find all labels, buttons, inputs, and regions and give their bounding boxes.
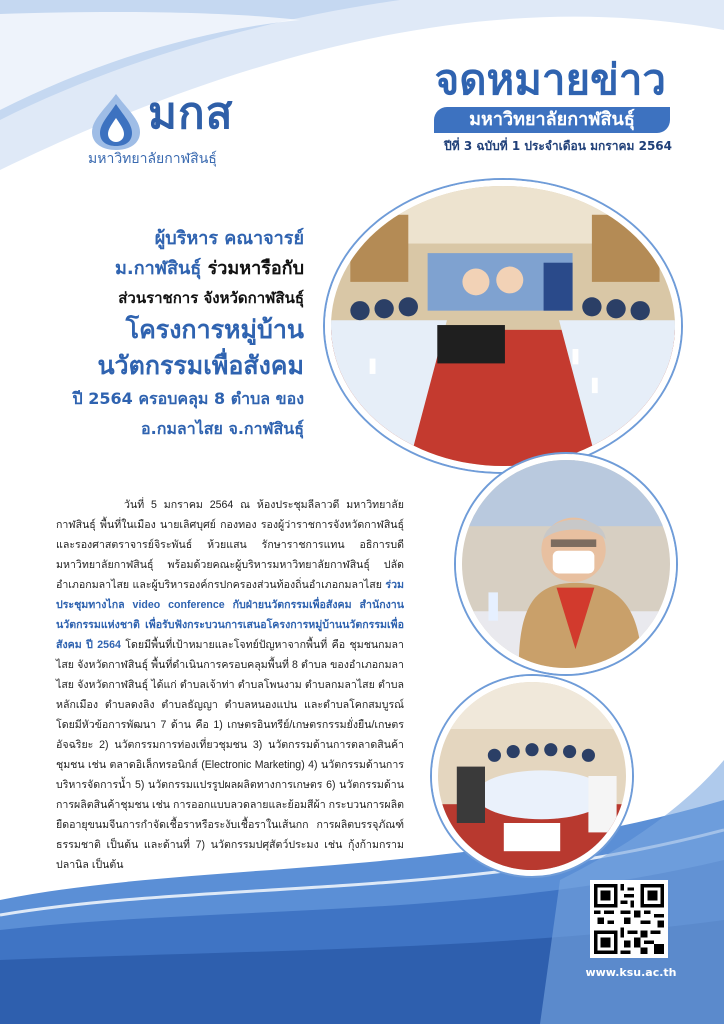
official-portrait-image: [462, 460, 670, 668]
article-part-1: วันที่ 5 มกราคม 2564 ณ ห้องประชุมลีลาวดี มหาวิทยาลัยกาฬสินธุ์ พื้นที่ในเมือง นายเลิศบุศย์ กองทอง รองผู้ว่าราชการจังหวัดกาฬสินธุ์ และรองศาสตราจารย์จิระพันธ์ ห้วยแสน รักษาราชการแทน อธิการบดีมหาวิทยาลัยกาฬสินธุ์ พร้อมด้วยคณะผู้บริหารมหาวิทยาลัยกาฬสินธุ์ ปลัดอำเภอกมลาไสย และผู้บริหารองค์กรปกครองส่วนท้องถิ่นอำเภอกมลาไสย: [56, 499, 404, 591]
logo-university-name: มหาวิทยาลัยกาฬสินธุ์: [88, 151, 217, 167]
meeting-table-photo: [432, 676, 632, 876]
issue-info: ปีที่ 3 ฉบับที่ 1 ประจำเดือน มกราคม 2564: [444, 139, 672, 153]
headline-line-4: โครงการหมู่บ้าน: [125, 315, 304, 344]
headline-line-5: นวัตกรรมเพื่อสังคม: [97, 351, 304, 380]
headline-line-3: ส่วนราชการ จังหวัดกาฬสินธุ์: [118, 289, 304, 307]
headline-line-1: ผู้บริหาร คณาจารย์: [154, 228, 304, 249]
logo-wordmark: มกส: [148, 88, 234, 139]
university-logo: [88, 88, 288, 172]
headline-line-2b: ร่วมหารือกับ: [207, 258, 304, 279]
meeting-room-image: [331, 186, 675, 466]
newsletter-subtitle-bar: มหาวิทยาลัยกาฬสินธุ์: [434, 107, 670, 133]
headline-line-6: ปี 2564 ครอบคลุม 8 ตำบล ของ: [72, 389, 304, 408]
newsletter-title: จดหมายข่าว: [434, 55, 666, 104]
headline-line-2: [56, 254, 304, 284]
droplet-flame-logo-icon: [88, 92, 144, 152]
article-part-2: โดยมีพื้นที่เป้าหมายและโจทย์ปัญหาจากพื้นที่ คือ ชุมชนกมลาไสย จังหวัดกาฬสินธุ์ พื้นที่ดำเนินการครอบคลุมพื้นที่ 8 ตำบล ของอำเภอกมลาไสย จังหวัดกาฬสินธุ์ ได้แก่ ตำบลเจ้าท่า ตำบลโพนงาม ตำบลกมลาไสย ตำบลหลักเมือง ตำบลดงลิง ตำบลธัญญา ตำบลหนองแปน และตำบลโคกสมบูรณ์ โดยมีหัวข้อการพัฒนา 7 ด้าน คือ 1) เกษตรอินทรีย์/เกษตรกรรมยั่งยืน/เกษตรอัจฉริยะ 2) นวัตกรรมการท่องเที่ยวชุมชน 3) นวัตกรรมด้านการตลาดสินค้าชุมชน เช่น ตลาดอิเล็กทรอนิกส์ (Electronic Marketing) 4) นวัตกรรมด้านการบริหารจัดการน้ำ 5) นวัตกรรมแปรรูปผลผลิตทางการเกษตร 6) นวัตกรรมด้านการผลิตสินค้าชุมชน เช่น การออกแบบลวดลายและย้อมสีผ้า กระบวนการผลิตยืดอายุขนมจีนการกำจัดเชื้อราหรือระงับเชื้อราในเส้นกก การผลิตบรรจุภัณฑ์ธรรมชาติ เป็นต้น และด้านที่ 7) นวัตกรรมปศุสัตว์ประมง เช่น กุ้งก้ามกราม ปลานิล เป็นต้น: [56, 639, 405, 871]
headline-line-2a: ม.กาฬสินธุ์: [115, 258, 202, 279]
meeting-room-photo: [325, 180, 681, 472]
website-url[interactable]: www.ksu.ac.th: [585, 966, 677, 979]
headline: [56, 224, 304, 444]
article-body: [56, 495, 404, 875]
article-highlight: ร่วมประชุมทางไกล video conference กับฝ่ายนวัตกรรมเพื่อสังคม สำนักงานนวัตกรรมแห่งชาติ เพื่อรับฟังกระบวนการเสนอโครงการหมู่บ้านนวัตกรรมเพื่อสังคม ปี 2564: [56, 579, 404, 651]
qr-code[interactable]: [590, 880, 668, 958]
qr-code-icon: [594, 884, 664, 954]
headline-line-7: อ.กมลาไสย จ.กาฬสินธุ์: [141, 419, 304, 438]
meeting-table-image: [438, 682, 626, 870]
official-portrait-photo: [456, 454, 676, 674]
